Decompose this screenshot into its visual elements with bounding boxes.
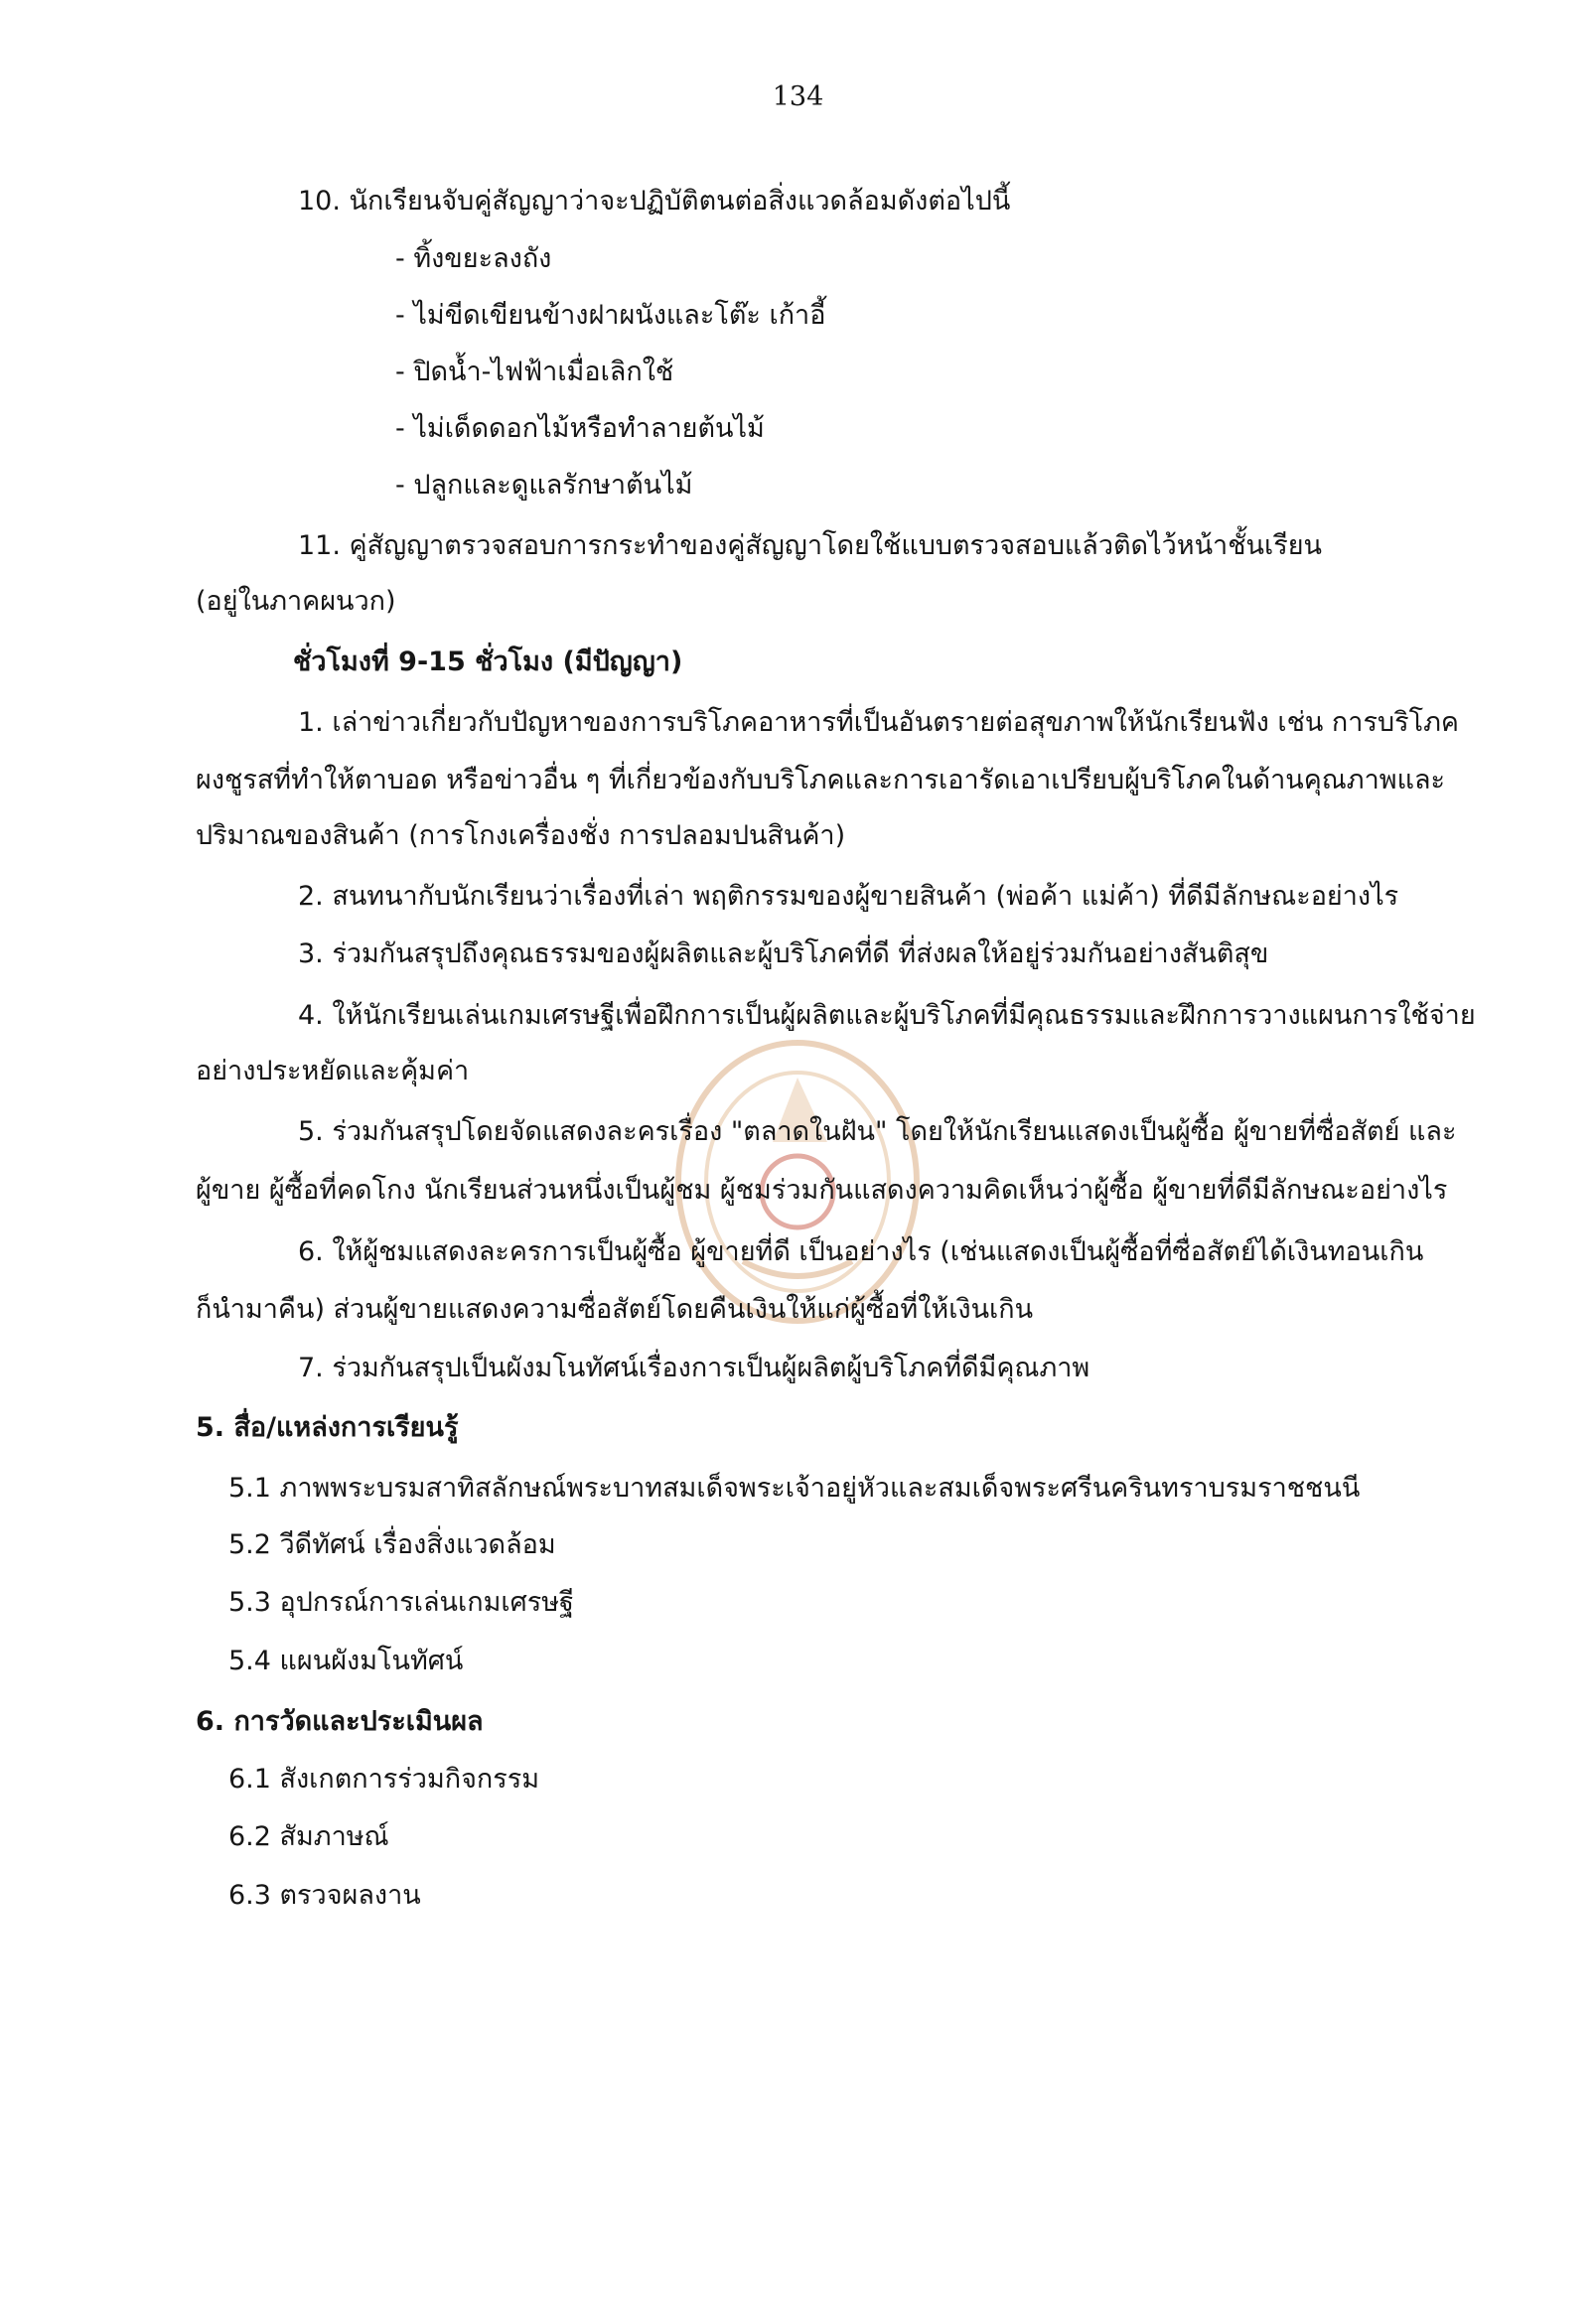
- hours-heading: ชั่วโมงที่ 9-15 ชั่วโมง (มีปัญญา): [293, 647, 683, 677]
- step-3: 3. ร่วมกันสรุปถึงคุณธรรมของผู้ผลิตและผู้บริโภคที่ดี ที่ส่งผลให้อยู่ร่วมกันอย่างสันติสุข: [298, 938, 1269, 969]
- step-5-line1: 5. ร่วมกันสรุปโดยจัดแสดงละครเรื่อง "ตลาดในฝัน" โดยให้นักเรียนแสดงเป็นผู้ซื้อ ผู้ขายที่ซื่อสัตย์ และ: [298, 1116, 1457, 1147]
- pledge-item: - ทิ้งขยะลงถัง: [395, 243, 552, 274]
- step-2: 2. สนทนากับนักเรียนว่าเรื่องที่เล่า พฤติกรรมของผู้ขายสินค้า (พ่อค้า แม่ค้า) ที่ดีมีลักษณะอย่างไร: [298, 881, 1399, 912]
- pledge-item: - ปิดน้ำ-ไฟฟ้าเมื่อเลิกใช้: [395, 357, 674, 387]
- pledge-item: - ไม่ขีดเขียนข้างฝาผนังและโต๊ะ เก้าอี้: [395, 300, 826, 331]
- step-1-line2: ผงชูรสที่ทำให้ตาบอด หรือข่าวอื่น ๆ ที่เกี่ยวข้องกับบริโภคและการเอารัดเอาเปรียบผู้บริโภคในด้านคุณภาพและ: [196, 765, 1446, 795]
- step-1-line3: ปริมาณของสินค้า (การโกงเครื่องชั่ง การปลอมปนสินค้า): [196, 820, 846, 851]
- step-1-line1: 1. เล่าข่าวเกี่ยวกับปัญหาของการบริโภคอาหารที่เป็นอันตรายต่อสุขภาพให้นักเรียนฟัง เช่น การบริโภค: [298, 707, 1459, 738]
- activity-11-line2: (อยู่ในภาคผนวก): [196, 586, 396, 617]
- step-7: 7. ร่วมกันสรุปเป็นผังมโนทัศน์เรื่องการเป็นผู้ผลิตผู้บริโภคที่ดีมีคุณภาพ: [298, 1353, 1090, 1383]
- evaluation-item: 6.3 ตรวจผลงาน: [228, 1880, 421, 1911]
- section-5-heading: 5. สื่อ/แหล่งการเรียนรู้: [196, 1412, 459, 1443]
- pledge-item: - ปลูกและดูแลรักษาต้นไม้: [395, 470, 693, 501]
- step-6-line2: ก็นำมาคืน) ส่วนผู้ขายแสดงความซื่อสัตย์โดยคืนเงินให้แก่ผู้ซื้อที่ให้เงินเกิน: [196, 1294, 1034, 1325]
- resource-item: 5.2 วีดีทัศน์ เรื่องสิ่งแวดล้อม: [228, 1529, 556, 1560]
- activity-10: 10. นักเรียนจับคู่สัญญาว่าจะปฏิบัติตนต่อสิ่งแวดล้อมดังต่อไปนี้: [298, 186, 1011, 216]
- resource-item: 5.3 อุปกรณ์การเล่นเกมเศรษฐี: [228, 1587, 574, 1618]
- resource-item: 5.4 แผนผังมโนทัศน์: [228, 1646, 464, 1676]
- evaluation-item: 6.2 สัมภาษณ์: [228, 1821, 389, 1852]
- step-4-line1: 4. ให้นักเรียนเล่นเกมเศรษฐีเพื่อฝึกการเป็นผู้ผลิตและผู้บริโภคที่มีคุณธรรมและฝึกการวางแผนการใช้จ่าย: [298, 1000, 1476, 1031]
- page-number: 134: [772, 81, 824, 112]
- resource-item: 5.1 ภาพพระบรมสาทิสลักษณ์พระบาทสมเด็จพระเจ้าอยู่หัวและสมเด็จพระศรีนครินทราบรมราชชนนี: [228, 1473, 1361, 1504]
- activity-11-line1: 11. คู่สัญญาตรวจสอบการกระทำของคู่สัญญาโดยใช้แบบตรวจสอบแล้วติดไว้หน้าชั้นเรียน: [298, 530, 1322, 561]
- step-5-line2: ผู้ขาย ผู้ซื้อที่คดโกง นักเรียนส่วนหนึ่งเป็นผู้ชม ผู้ชมร่วมกันแสดงความคิดเห็นว่าผู้ซื้อ ผู้ขายที่ดีมีลักษณะอย่างไร: [196, 1175, 1448, 1206]
- evaluation-item: 6.1 สังเกตการร่วมกิจกรรม: [228, 1764, 540, 1795]
- section-6-heading: 6. การวัดและประเมินผล: [196, 1706, 484, 1737]
- step-4-line2: อย่างประหยัดและคุ้มค่า: [196, 1056, 470, 1086]
- pledge-item: - ไม่เด็ดดอกไม้หรือทำลายต้นไม้: [395, 413, 765, 444]
- step-6-line1: 6. ให้ผู้ชมแสดงละครการเป็นผู้ซื้อ ผู้ขายที่ดี เป็นอย่างไร (เช่นแสดงเป็นผู้ซื้อที่ซื่อสัตย์ได้เงินทอนเกิน: [298, 1236, 1424, 1267]
